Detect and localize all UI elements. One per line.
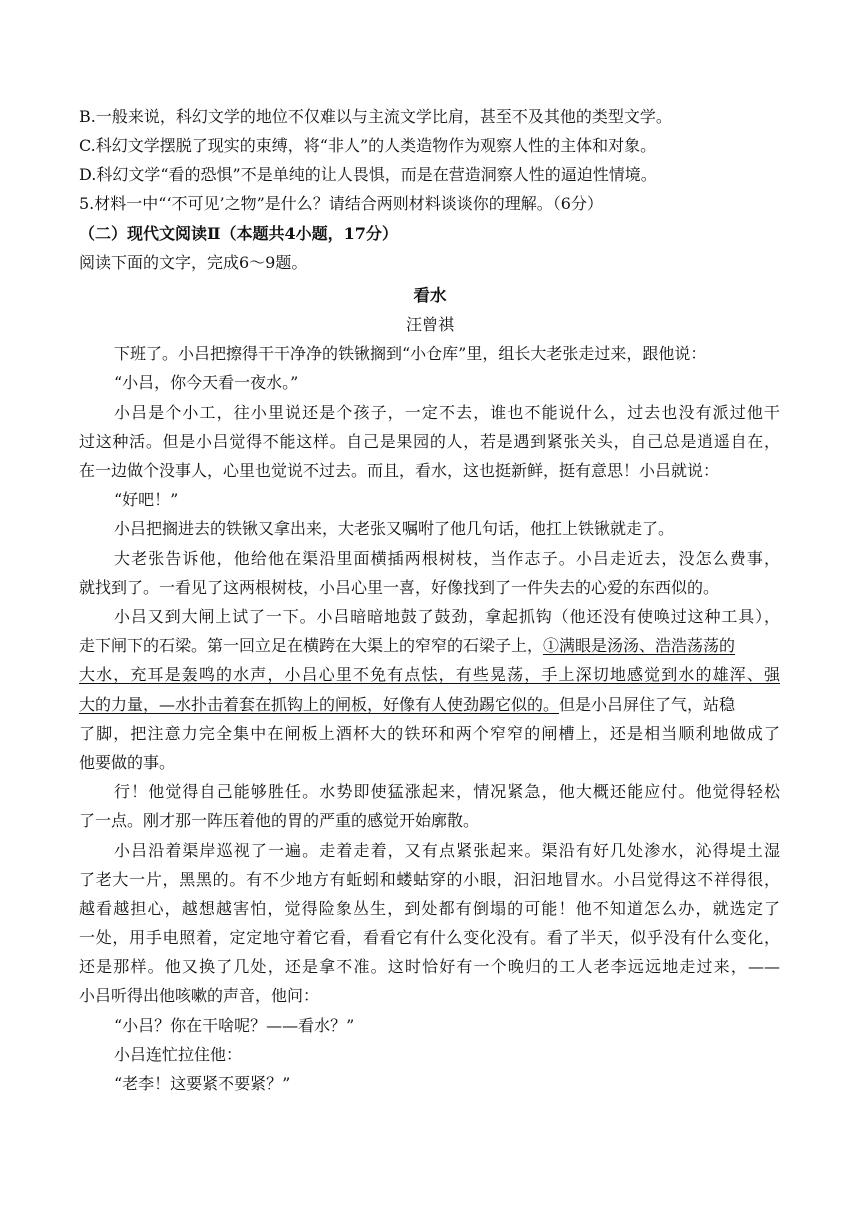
paragraph-8-line-2: 了一点。刚才那一阵压着他的胃的严重的感觉开始廓散。 — [79, 811, 480, 830]
paragraph-7-line-4 — [79, 694, 735, 716]
underlined-sentence-1-middle: 大水，充耳是轰鸣的水声，小吕心里不免有点怯，有些晃荡，手上深切地感觉到水的雄浑、强 — [79, 665, 780, 684]
paragraph-3-line-1: 小吕是个小工，往小里说还是个孩子，一定不去，谁也不能说什么，过去也没有派过他干 — [114, 403, 780, 422]
paragraph-7-line-2 — [79, 635, 735, 657]
underlined-sentence-1-start: ①满眼是汤汤、浩浩荡荡的 — [543, 636, 736, 655]
paragraph-7-line-1: 小吕又到大闸上试了一下。小吕暗暗地鼓了鼓劲，拿起抓钩（他还没有使唤过这种工具）， — [114, 607, 780, 626]
paragraph-8-line-1: 行！他觉得自己能够胜任。水势即使猛涨起来，情况紧急，他大概还能应付。他觉得轻松 — [114, 782, 780, 801]
paragraph-1: 下班了。小吕把擦得干干净净的铁锹搁到“小仓库”里，组长大老张走过来，跟他说： — [114, 344, 707, 363]
paragraph-3-line-2: 过这种活。但是小吕觉得不能这样。自己是果园的人，若是遇到紧张关头，自己总是逍遥自在， — [79, 432, 780, 451]
paragraph-7-line-2-plain: 走下闸下的石梁。第一回立足在横跨在大渠上的窄窄的石梁子上， — [79, 636, 544, 655]
paragraph-9-line-2: 了老大一片，黑黑的。有不少地方有蚯蚓和蝼蛄穿的小眼，汩汩地冒水。小吕觉得这不祥得很， — [79, 870, 780, 889]
paragraph-7-line-4-plain: 但是小吕屏住了气，站稳 — [559, 695, 736, 714]
article-author: 汪曾祺 — [405, 315, 454, 334]
paragraph-7-line-6: 他要做的事。 — [79, 753, 176, 772]
paragraph-9-line-5: 还是那样。他又换了几处，还是拿不准。这时恰好有一个晚归的工人老李远远地走过来，—— — [79, 957, 780, 976]
paragraph-9-line-1: 小吕沿着渠岸巡视了一遍。走着走着，又有点紧张起来。渠沿有好几处渗水，沁得堤土湿 — [114, 841, 780, 860]
option-c: C.科幻文学摆脱了现实的束缚，将“非人”的人类造物作为观察人性的主体和对象。 — [79, 136, 657, 155]
question-5: 5.材料一中“‘不可见’之物”是什么？请结合两则材料谈谈你的理解。（6分） — [79, 194, 603, 213]
paragraph-4: “好吧！” — [114, 490, 179, 509]
paragraph-6-line-2: 就找到了。一看见了这两根树枝，小吕心里一喜，好像找到了一件失去的心爱的东西似的。 — [79, 578, 720, 597]
paragraph-7-line-5: 了脚，把注意力完全集中在闸板上酒杯大的铁环和两个窄窄的闸槽上，还是相当顺利地做成了 — [79, 724, 780, 743]
article-title: 看水 — [413, 286, 447, 305]
paragraph-9-line-3: 越看越担心，越想越害怕，觉得险象丛生，到处都有倒塌的可能！他不知道怎么办，就选定了 — [79, 899, 780, 918]
paragraph-2: “小吕，你今天看一夜水。” — [114, 373, 299, 392]
paragraph-3-line-3: 在一边做个没事人，心里也觉说不过去。而且，看水，这也挺新鲜，挺有意思！小吕就说： — [79, 461, 720, 480]
option-b: B.一般来说，科幻文学的地位不仅难以与主流文学比肩，甚至不及其他的类型文学。 — [79, 107, 672, 126]
paragraph-9-line-4: 一处，用手电照着，定定地守着它看，看看它有什么变化没有。看了半天，似乎没有什么变化， — [79, 928, 780, 947]
paragraph-11: 小吕连忙拉住他： — [114, 1045, 243, 1064]
paragraph-5: 小吕把搁进去的铁锹又拿出来，大老张又嘱咐了他几句话，他扛上铁锹就走了。 — [114, 519, 675, 538]
underlined-sentence-1-end: 大的力量，—水扑击着套在抓钩上的闸板，好像有人使劲踢它似的。 — [79, 695, 560, 714]
paragraph-10: “小吕？你在干啥呢？——看水？” — [114, 1016, 355, 1035]
section-instruction: 阅读下面的文字，完成6～9题。 — [79, 253, 308, 272]
paragraph-9-line-6: 小吕听得出他咳嗽的声音，他问： — [79, 986, 320, 1005]
section-heading: （二）现代文阅读Ⅱ（本题共4小题，17分） — [79, 224, 398, 243]
option-d: D.科幻文学“看的恐惧”不是单纯的让人畏惧，而是在营造洞察人性的逼迫性情境。 — [79, 165, 657, 184]
paragraph-12: “老李！这要紧不要紧？” — [114, 1074, 291, 1093]
paragraph-6-line-1: 大老张告诉他，他给他在渠沿里面横插两根树枝，当作志子。小吕走近去，没怎么费事， — [114, 549, 780, 568]
